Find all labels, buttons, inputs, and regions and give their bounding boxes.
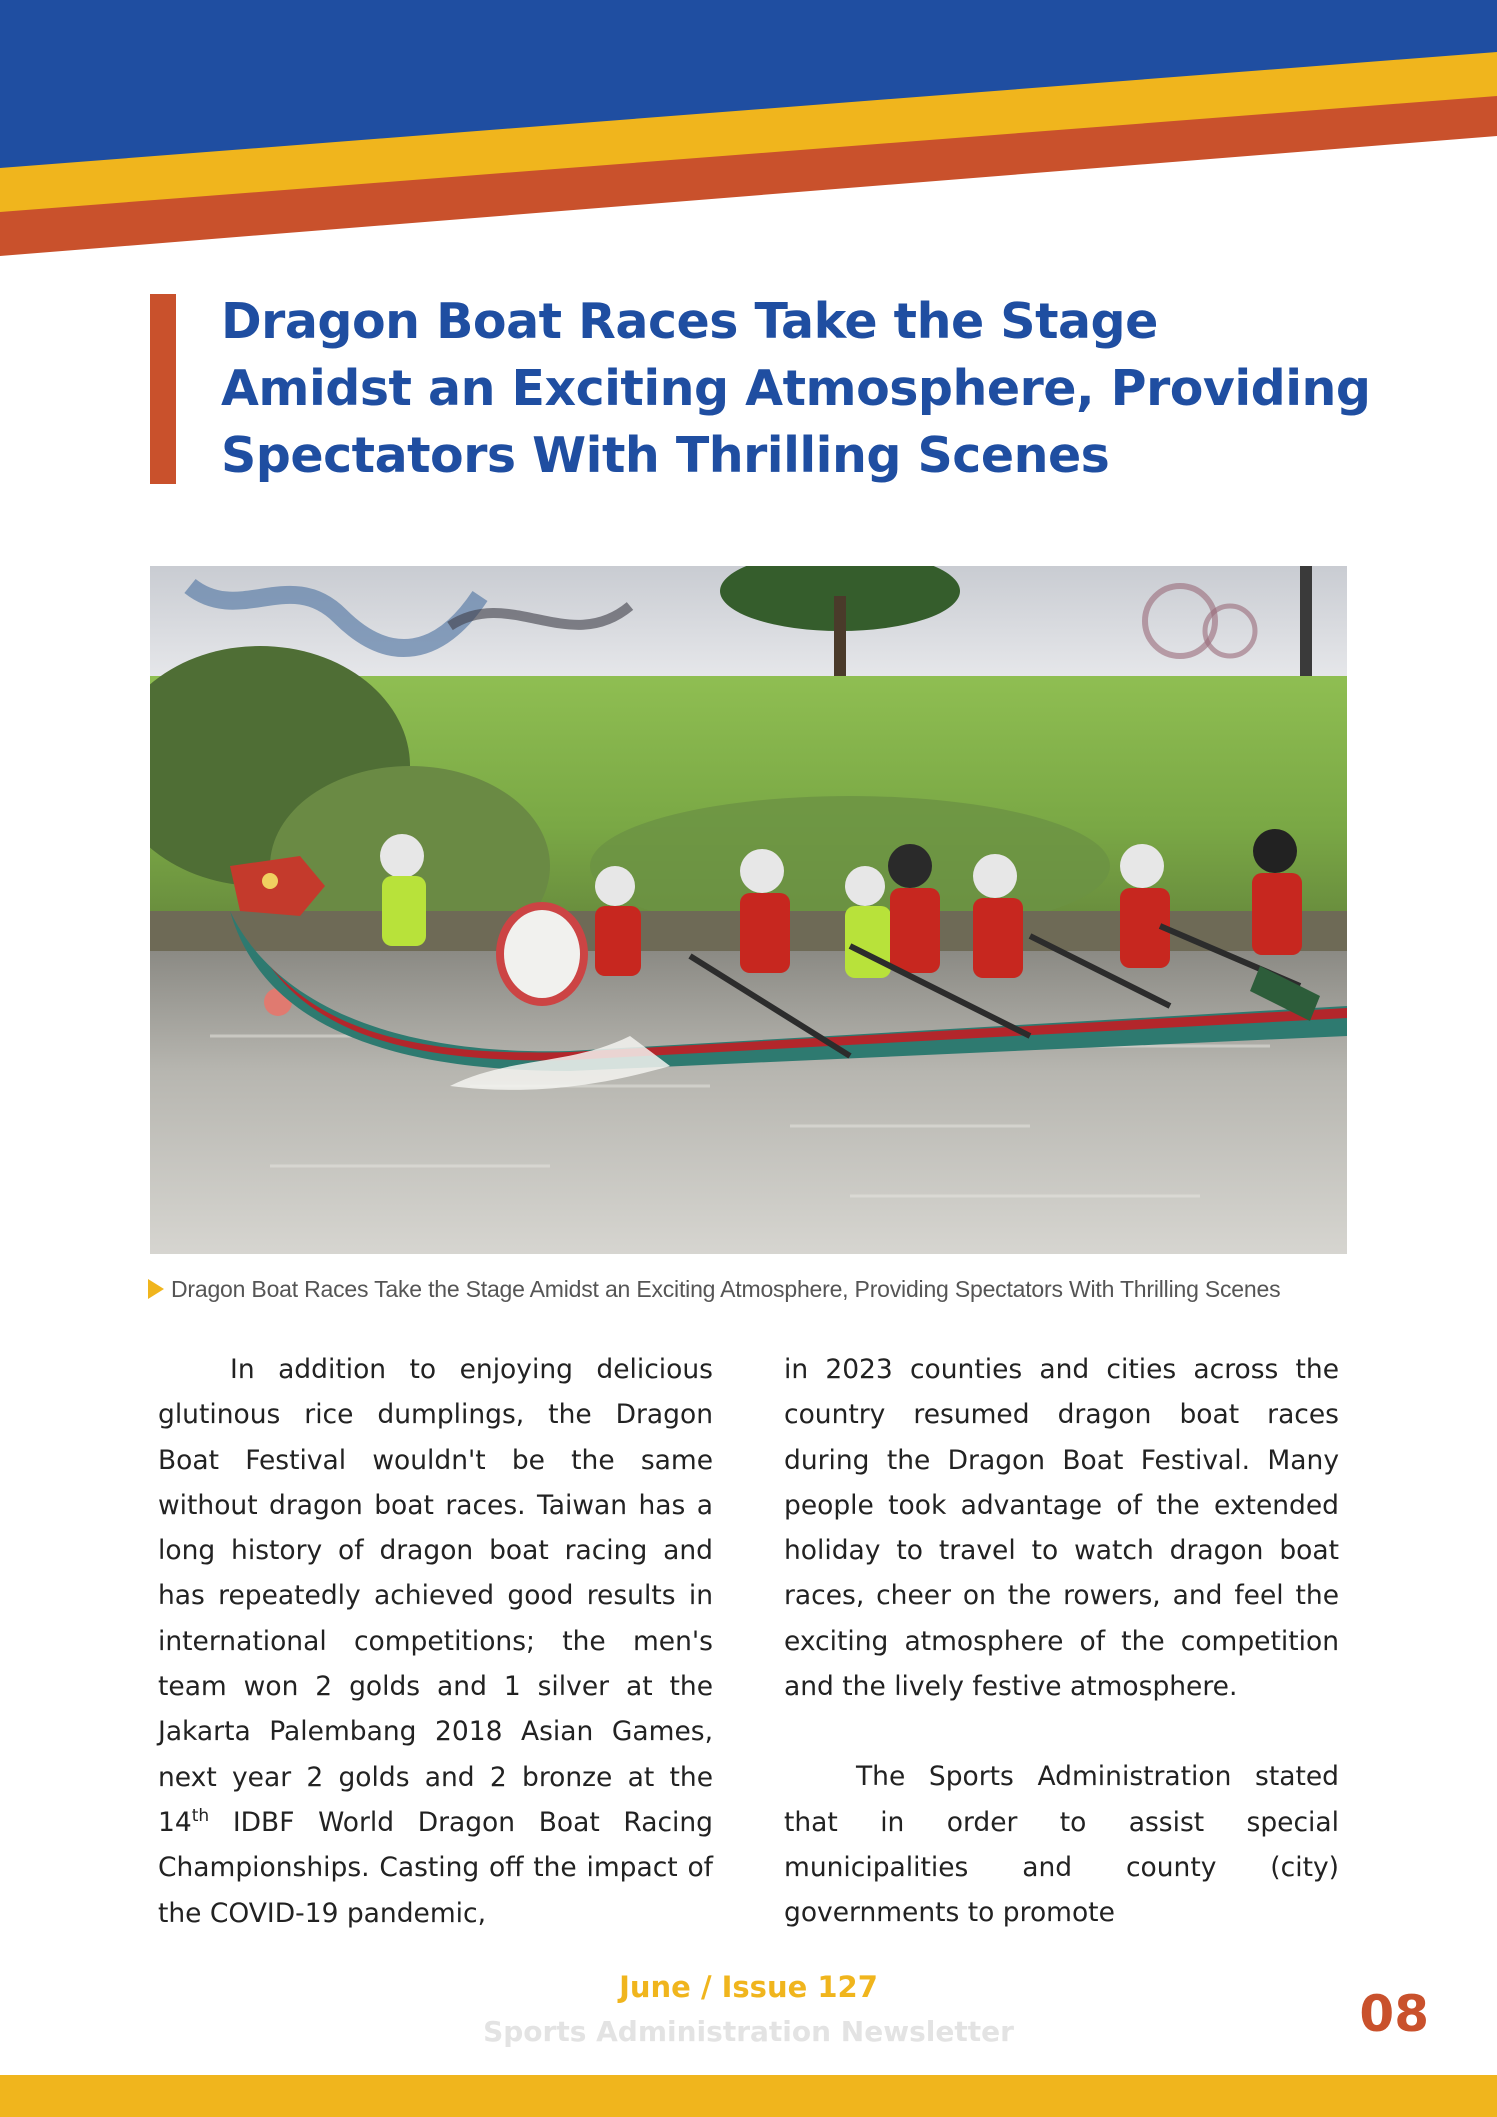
superscript: th (191, 1806, 210, 1827)
dragon-boat-photo (150, 566, 1347, 1254)
page-number: 08 (1359, 1985, 1429, 2043)
title-line: Amidst an Exciting Atmosphere, Providing (221, 360, 1371, 417)
title-line: Dragon Boat Races Take the Stage (221, 293, 1158, 350)
footer-issue: June / Issue 127 (619, 1970, 878, 2004)
paragraph-text: IDBF World Dragon Boat Racing Championships. Casting off the impact of the COVID-19 pandemic, (158, 1806, 713, 1929)
title-accent-bar (150, 294, 176, 484)
body-paragraph: in 2023 counties and cities across the country resumed dragon boat races during the Dragon Boat Festival. Many people took advantage of the extended holiday to travel to watch dragon boat races, cheer on the rowers, and feel the exciting atmosphere of the competition and the lively festive atmosphere. (784, 1354, 1339, 1703)
footer-publication-name: Sports Administration Newsletter (483, 2015, 1014, 2048)
title-line: Spectators With Thrilling Scenes (221, 427, 1110, 484)
caption-text: Dragon Boat Races Take the Stage Amidst an Exciting Atmosphere, Providing Spectators With Thrilling Scenes (171, 1275, 1281, 1302)
body-paragraph: The Sports Administration stated that in order to assist special municipalities and county (city) governments to promote (784, 1761, 1339, 1929)
body-column-left (158, 1347, 713, 1936)
header-color-bands (0, 0, 1497, 260)
body-column-right (784, 1347, 1339, 1936)
footer-color-band (0, 2075, 1497, 2117)
article-title (221, 288, 1371, 489)
photo-caption (148, 1272, 1280, 1306)
paragraph-text: In addition to enjoying delicious glutinous rice dumplings, the Dragon Boat Festival wouldn't be the same without dragon boat races. Taiwan has a long history of dragon boat racing and has repeatedly achieved good results in international competitions; the men's team won 2 golds and 1 silver at the Jakarta Palembang 2018 Asian Games, next year 2 golds and 2 bronze at the 14 (158, 1354, 713, 1838)
caption-arrow-icon (148, 1279, 164, 1299)
body-paragraph (158, 1347, 713, 1936)
